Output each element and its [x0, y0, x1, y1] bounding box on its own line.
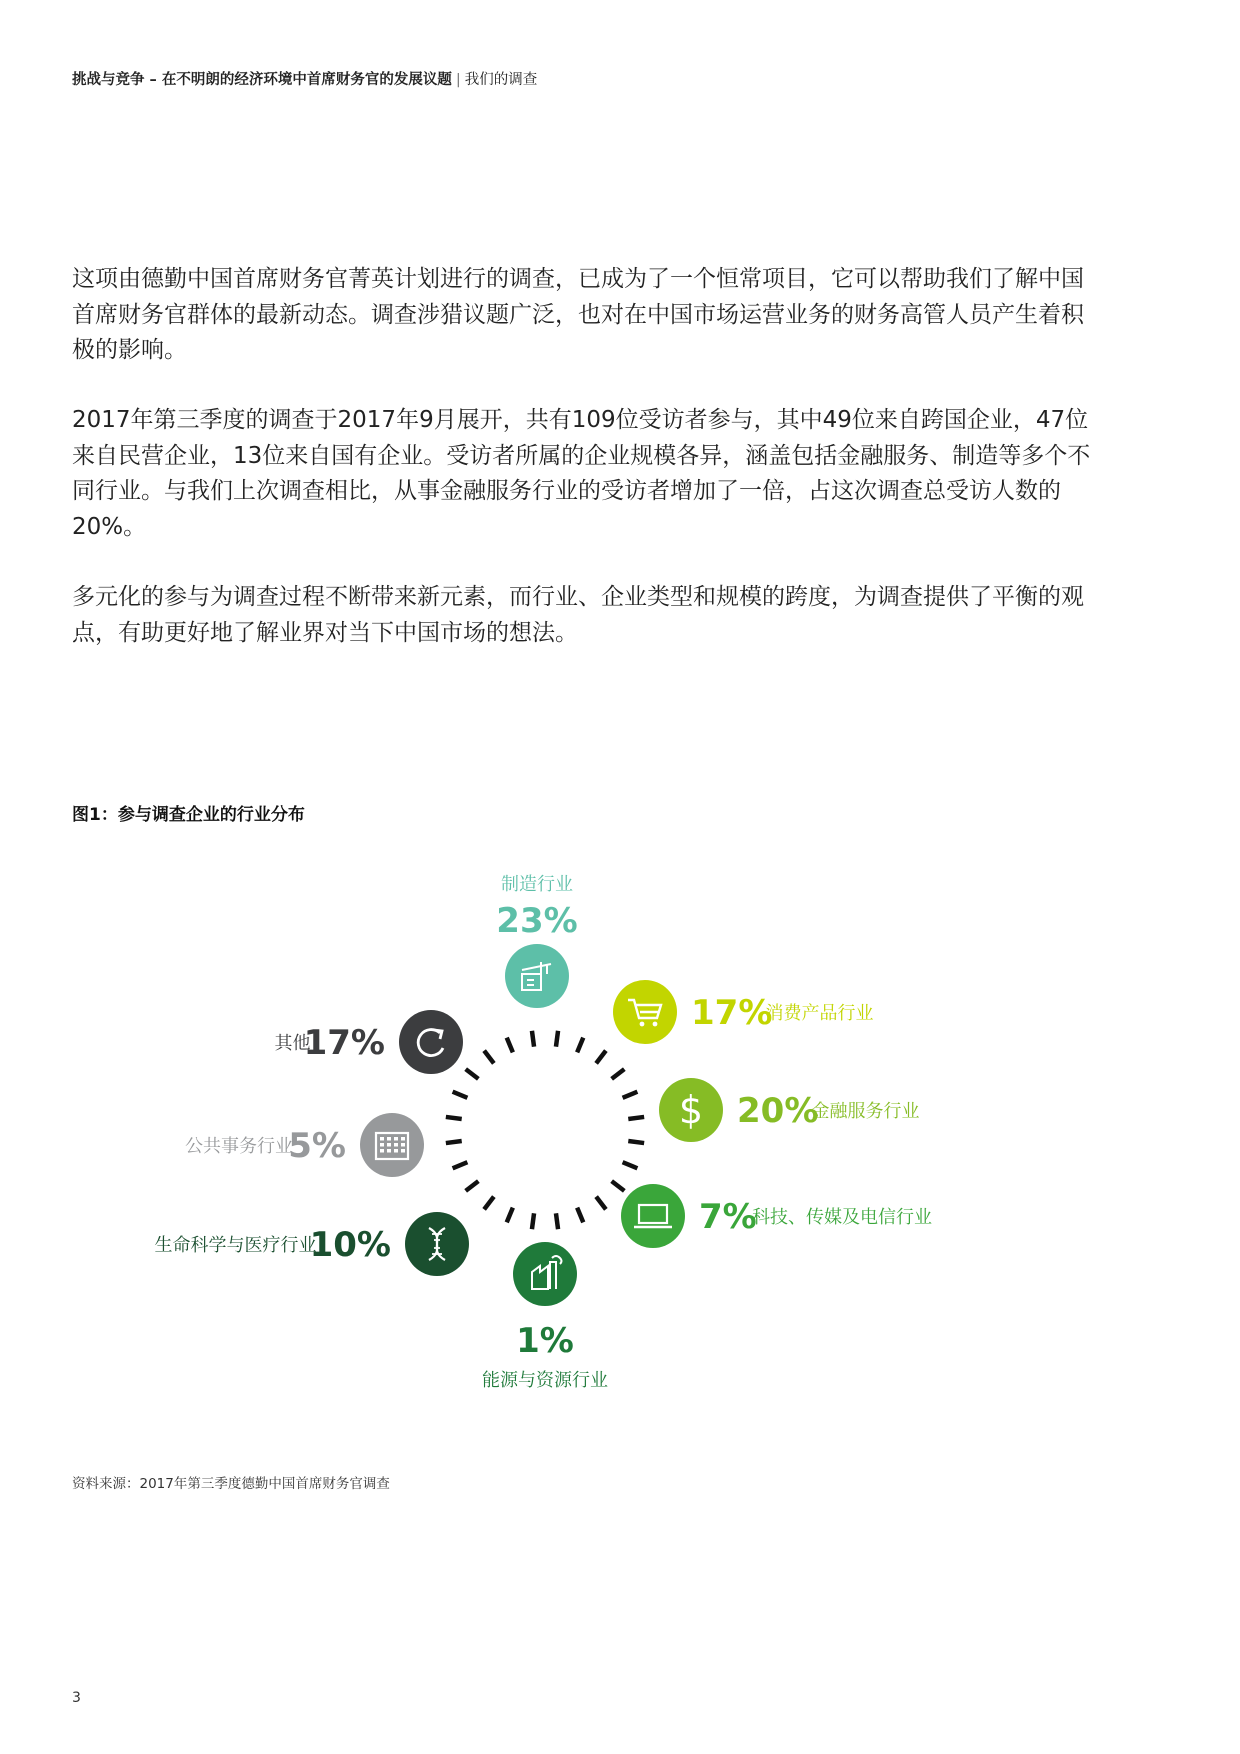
category-dna: [155, 1212, 470, 1276]
category-name: 能源与资源行业: [482, 1370, 608, 1391]
ring-dash: [623, 1162, 638, 1168]
ring-dash: [507, 1038, 513, 1053]
category-cart: [613, 980, 874, 1044]
category-laptop: [621, 1184, 932, 1248]
category-percentage: 10%: [309, 1225, 391, 1265]
category-name: 科技、传媒及电信行业: [752, 1207, 932, 1228]
ring-dash: [628, 1141, 644, 1143]
category-percentage: 20%: [737, 1091, 819, 1131]
page-number: 3: [72, 1690, 81, 1706]
section-title: 我们的调查: [464, 72, 538, 88]
category-percentage: 5%: [288, 1126, 346, 1166]
category-crane: [496, 874, 577, 1008]
category-name: 公共事务行业: [185, 1136, 293, 1157]
ring-dash: [507, 1208, 513, 1223]
ring-dash: [466, 1181, 479, 1191]
ring-dash: [612, 1181, 625, 1191]
ring-dash: [596, 1197, 606, 1210]
category-circle: [513, 1242, 577, 1306]
category-factory: [482, 1242, 608, 1391]
category-name: 其他: [274, 1033, 311, 1054]
category-name: 制造行业: [501, 874, 573, 895]
dollar-icon: [679, 1088, 703, 1132]
ring-dash: [532, 1213, 534, 1229]
report-title: 挑战与竞争 – 在不明朗的经济环境中首席财务官的发展议题: [72, 72, 452, 88]
diversity-paragraph: 多元化的参与为调查过程不断带来新元素，而行业、企业类型和规模的跨度，为调查提供了平衡的观点，有助更好地了解业界对当下中国市场的想法。: [72, 584, 1084, 646]
ring-dash: [466, 1069, 479, 1079]
category-percentage: 7%: [699, 1197, 757, 1237]
ring-dash: [577, 1208, 583, 1223]
category-name: 消费产品行业: [765, 1003, 874, 1024]
figure-title: 图1：参与调查企业的行业分布: [72, 805, 305, 825]
category-circle: [505, 944, 569, 1008]
svg-text:$: $: [678, 1088, 704, 1132]
category-percentage: 17%: [691, 993, 773, 1033]
ring-dash: [453, 1092, 468, 1098]
header-separator: |: [455, 72, 461, 88]
ring-dash: [556, 1213, 558, 1229]
category-circle: [399, 1010, 463, 1074]
ring-dash: [596, 1051, 606, 1064]
ring-dash: [484, 1051, 494, 1064]
ring-dash: [628, 1117, 644, 1119]
category-percentage: 1%: [516, 1321, 574, 1361]
survey-paragraph: 2017年第三季度的调查于2017年9月展开，共有109位受访者参与，其中49位来自跨国企业，47位来自民营企业，13位来自国有企业。受访者所属的企业规模各异，涵盖包括金融服务、制造等多个不同行业。与我们上次调查相比，从事金融服务行业的受访者增加了一倍，占这次调查总受访人数的20%。: [72, 407, 1091, 540]
intro-paragraph: 这项由德勤中国首席财务官菁英计划进行的调查，已成为了一个恒常项目，它可以帮助我们了解中国首席财务官群体的最新动态。调查涉猎议题广泛，也对在中国市场运营业务的财务高管人员产生着积极的影响。: [72, 266, 1084, 363]
ring-dash: [556, 1031, 558, 1047]
ring-dash: [532, 1031, 534, 1047]
ring-dash: [446, 1141, 462, 1143]
category-name: 金融服务行业: [811, 1101, 920, 1122]
ring-dash: [623, 1092, 638, 1098]
figure-source: 资料来源：2017年第三季度德勤中国首席财务官调查: [72, 1476, 390, 1492]
category-refresh: [275, 1010, 464, 1074]
category-building: [185, 1113, 424, 1177]
category-circle: [621, 1184, 685, 1248]
category-circle: [360, 1113, 424, 1177]
ring-dash: [577, 1038, 583, 1053]
industry-distribution-chart: [0, 860, 1240, 1420]
dash-ring: [446, 1031, 644, 1229]
ring-dash: [453, 1162, 468, 1168]
category-percentage: 23%: [496, 901, 578, 941]
running-header: [72, 68, 537, 89]
ring-dash: [446, 1117, 462, 1119]
category-percentage: 17%: [303, 1023, 385, 1063]
ring-dash: [484, 1197, 494, 1210]
category-name: 生命科学与医疗行业: [154, 1235, 317, 1256]
category-dollar: [659, 1078, 920, 1142]
ring-dash: [612, 1069, 625, 1079]
